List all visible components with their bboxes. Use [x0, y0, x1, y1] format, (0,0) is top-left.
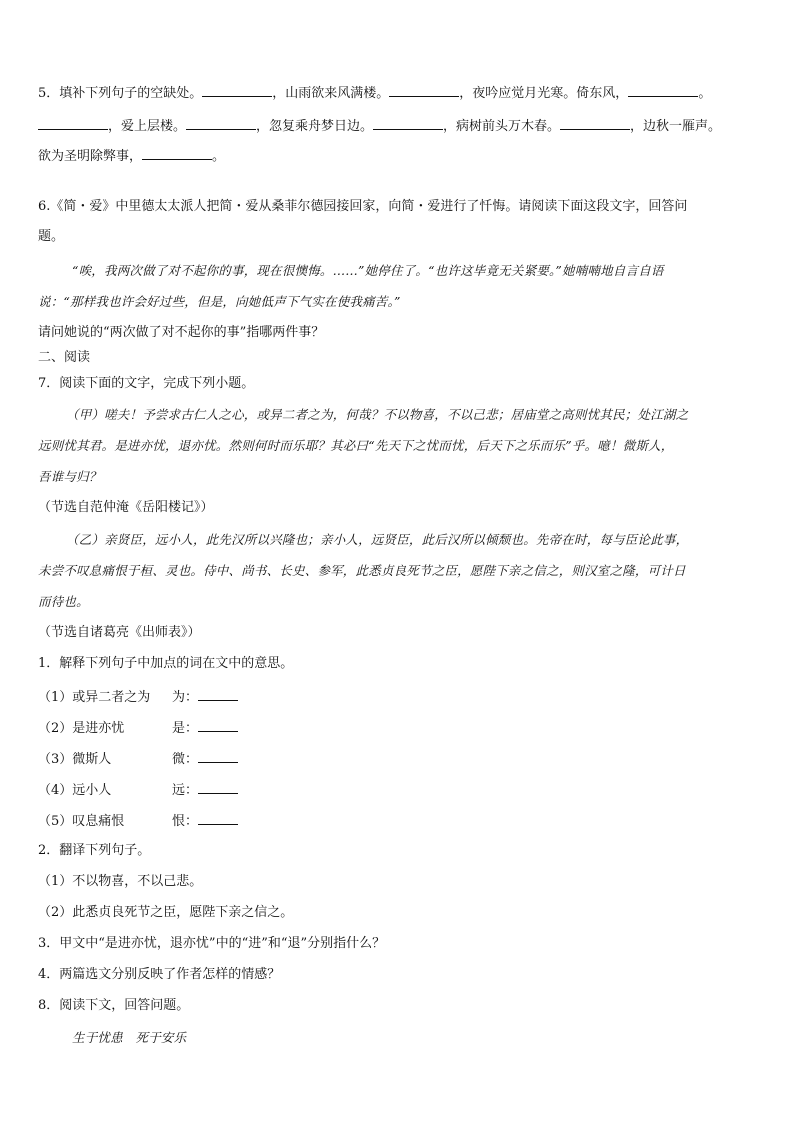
item-phrase: （3）微斯人	[38, 752, 112, 767]
q7-sub1-item	[38, 688, 238, 706]
q5-text: 欲为圣明除弊事，	[38, 149, 143, 164]
answer-blank[interactable]	[198, 750, 238, 763]
q7-sub4: 4．两篇选文分别反映了作者怎样的情感？	[38, 967, 281, 982]
passage-jia-source: （节选自范仲淹《岳阳楼记》）	[38, 500, 214, 515]
q7-sub1-item	[38, 719, 238, 737]
item-word: 恨：	[172, 814, 199, 829]
q7-sub1-item	[38, 812, 238, 830]
q6-question: 请问她说的“两次做了对不起你的事”指哪两件事？	[38, 325, 325, 340]
q6-line-2: 题。	[38, 229, 65, 244]
q7-sub2-item: （2）此悉贞良死节之臣，愿陛下亲之信之。	[38, 905, 294, 920]
q7-sub2-item: （1）不以物喜，不以己悲。	[38, 874, 203, 889]
q7-intro: 7．阅读下面的文字，完成下列小题。	[38, 376, 255, 391]
q5-line-2	[38, 117, 721, 135]
q7-sub2-title: 2．翻译下列句子。	[38, 843, 151, 858]
q5-text: ，爱上层楼。	[108, 119, 187, 134]
answer-blank[interactable]	[38, 117, 108, 130]
answer-blank[interactable]	[142, 147, 212, 160]
q7-sub1-item	[38, 750, 238, 768]
item-phrase: （5）叹息痛恨	[38, 814, 125, 829]
q5-text: 。	[698, 86, 712, 101]
passage-jia-line-1: （甲）嗟夫！予尝求古仁人之心，或异二者之为，何哉？不以物喜，不以己悲；居庙堂之高则忧其民；处江湖之	[66, 407, 689, 422]
answer-blank[interactable]	[186, 117, 256, 130]
q6-quote-2: 说：“那样我也许会好过些，但是，向她低声下气实在使我痛苦。”	[38, 294, 401, 309]
q5-text: ，忽复乘舟梦日边。	[256, 119, 374, 134]
q5-text: ，病树前头万木春。	[443, 119, 561, 134]
passage-yi-source: （节选自诸葛亮《出师表》）	[38, 625, 201, 640]
item-phrase: （1）或异二者之为	[38, 690, 151, 705]
item-word: 为：	[172, 690, 199, 705]
q5-text: 。	[212, 149, 226, 164]
passage-jia-line-3: 吾谁与归？	[38, 469, 102, 484]
passage-yi-line-2: 未尝不叹息痛恨于桓、灵也。侍中、尚书、长史、参军，此悉贞良死节之臣，愿陛下亲之信之，则汉室之隆，可计日	[38, 563, 686, 578]
q7-sub1-item	[38, 781, 238, 799]
q5-text: ，山雨欲来风满楼。	[272, 86, 390, 101]
answer-blank[interactable]	[389, 84, 459, 97]
passage-jia-line-2: 远则忧其君。是进亦忧，退亦忧。然则何时而乐耶？其必曰“先天下之忧而忧，后天下之乐而乐”乎。噫！微斯人，	[38, 438, 674, 453]
answer-blank[interactable]	[198, 781, 238, 794]
answer-blank[interactable]	[198, 688, 238, 701]
q5-text: ，边秋一雁声。	[630, 119, 722, 134]
answer-blank[interactable]	[373, 117, 443, 130]
answer-blank[interactable]	[198, 812, 238, 825]
item-phrase: （2）是进亦忧	[38, 721, 125, 736]
item-word: 是：	[172, 721, 199, 736]
item-phrase: （4）远小人	[38, 783, 112, 798]
q6-quote-1: “唉，我两次做了对不起你的事，现在很懊悔。……”她停住了。“也许这毕竟无关紧要。”她喃喃地自言自语	[72, 263, 664, 278]
answer-blank[interactable]	[628, 84, 698, 97]
q6-line-1: 6.《简・爱》中里德太太派人把简・爱从桑菲尔德园接回家，向简・爱进行了忏悔。请阅读下面这段文字，回答问	[38, 199, 688, 214]
q5-text: ，夜吟应觉月光寒。倚东风，	[459, 86, 629, 101]
q7-sub3: 3．甲文中“是进亦忧，退亦忧”中的“进”和“退”分别指什么？	[38, 936, 386, 951]
q8-passage-title: 生于忧患 死于安乐	[72, 1030, 187, 1045]
answer-blank[interactable]	[560, 117, 630, 130]
q5-line-1	[38, 84, 711, 102]
passage-yi-line-1: （乙）亲贤臣，远小人，此先汉所以兴隆也；亲小人，远贤臣，此后汉所以倾颓也。先帝在时，每与臣论此事，	[66, 532, 689, 547]
item-word: 远：	[172, 783, 199, 798]
q5-text: 5．填补下列句子的空缺处。	[38, 86, 203, 101]
passage-yi-line-3: 而待也。	[38, 594, 89, 609]
answer-blank[interactable]	[202, 84, 272, 97]
section-heading: 二、阅读	[38, 350, 91, 365]
q8-intro: 8．阅读下文，回答问题。	[38, 998, 190, 1013]
answer-blank[interactable]	[198, 719, 238, 732]
q7-sub1-title: 1．解释下列句子中加点的词在文中的意思。	[38, 656, 294, 671]
q5-line-3	[38, 147, 225, 165]
item-word: 微：	[172, 752, 199, 767]
